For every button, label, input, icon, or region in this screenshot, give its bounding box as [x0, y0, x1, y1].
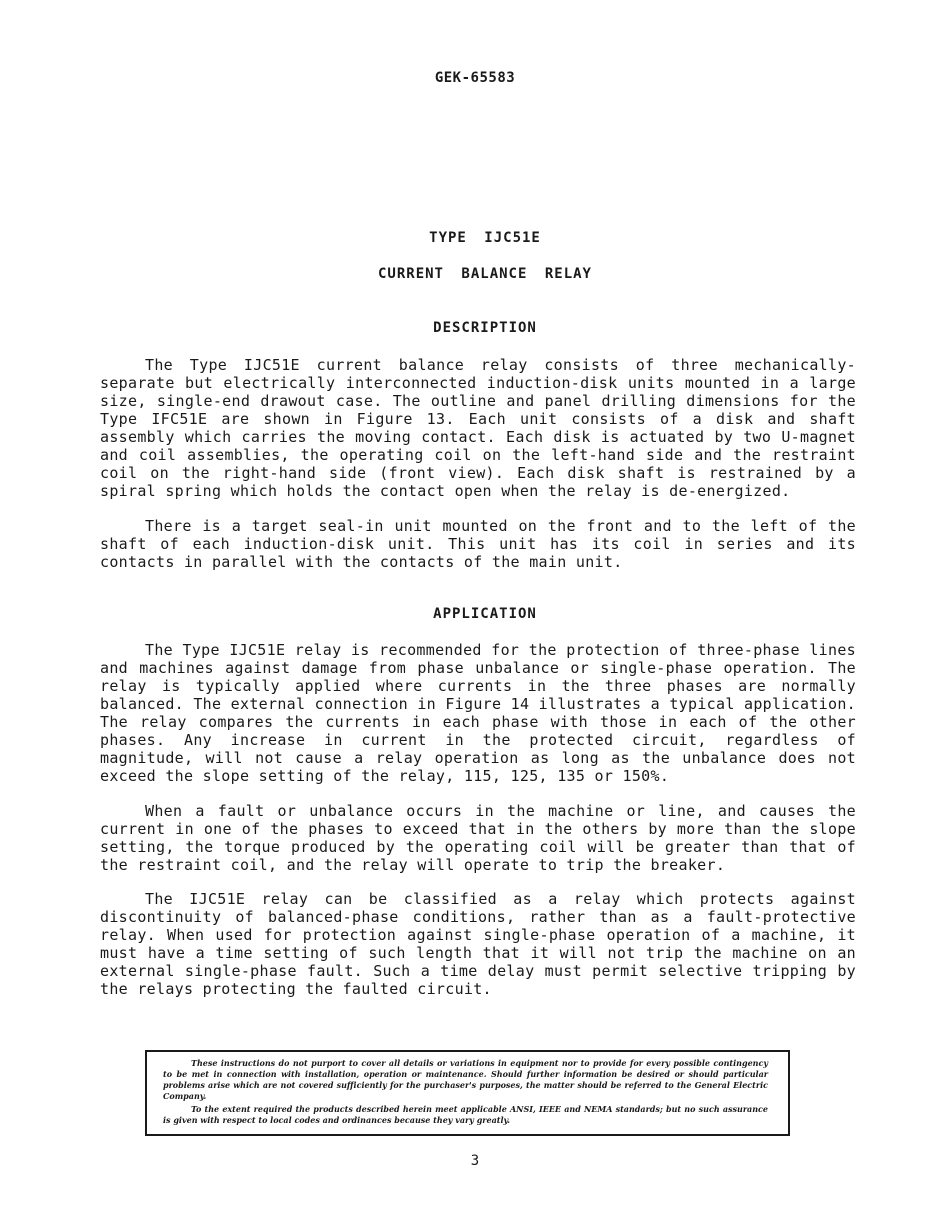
page-number: 3 [470, 1153, 480, 1169]
description-paragraph: The Type IJC51E current balance relay consists of three mechanically-separate but electrically interconnected induction-disk units mounted in a large size, single-end drawout case. The outline and panel drilling dimensions for the Type IFC51E are shown in Figure 13. Each unit consists of a disk and shaft assembly which carries the moving contact. Each disk is actuated by two U-magnet and coil assemblies, the operating coil on the left-hand side and the restraint coil on the right-hand side (front view). Each disk shaft is restrained by a spiral spring which holds the contact open when the relay is de-energized. [100, 356, 856, 500]
application-paragraph: When a fault or unbalance occurs in the machine or line, and causes the current in one of the phases to exceed that in the others by more than the slope setting, the torque produced by the operating coil will be greater than that of the restraint coil, and the relay will operate to trip the breaker. [100, 802, 856, 874]
relay-name-title: CURRENT BALANCE RELAY [377, 266, 592, 282]
application-paragraph: The IJC51E relay can be classified as a relay which protects against discontinuity of balanced-phase conditions, rather than as a fault-protective relay. When used for protection against single-phase operation of a machine, it must have a time setting of such length that it will not trip the machine on an external single-phase fault. Such a time delay must permit selective tripping by the relays protecting the faulted circuit. [100, 890, 856, 998]
relay-type-title: TYPE IJC51E [429, 230, 541, 246]
document-id: GEK-65583 [434, 70, 516, 86]
application-paragraph: The Type IJC51E relay is recommended for the protection of three-phase lines and machines against damage from phase unbalance or single-phase operation. The relay is typically applied where currents in the three phases are normally balanced. The external connection in Figure 14 illustrates a typical application. The relay compares the currents in each phase with those in each of the other phases. Any increase in current in the protected circuit, regardless of magnitude, will not cause a relay operation as long as the unbalance does not exceed the slope setting of the relay, 115, 125, 135 or 150%. [100, 641, 856, 785]
description-heading: DESCRIPTION [433, 320, 537, 336]
standards-text: To the extent required the products described herein meet applicable ANSI, IEEE and NEMA standards; but no such assurance is given with respect to local codes and ordinances because they vary greatly. [163, 1104, 768, 1125]
application-heading: APPLICATION [433, 606, 537, 622]
disclaimer-box [145, 1050, 790, 1136]
disclaimer-text: These instructions do not purport to cover all details or variations in equipment nor to provide for every possible contingency to be met in connection with installation, operation or maintenance. Should further information be desired or should particular problems arise which are not covered sufficiently for the purchaser's purposes, the matter should be referred to the General Electric Company. [163, 1058, 768, 1101]
description-paragraph: There is a target seal-in unit mounted on the front and to the left of the shaft of each induction-disk unit. This unit has its coil in series and its contacts in parallel with the contacts of the main unit. [100, 517, 856, 571]
